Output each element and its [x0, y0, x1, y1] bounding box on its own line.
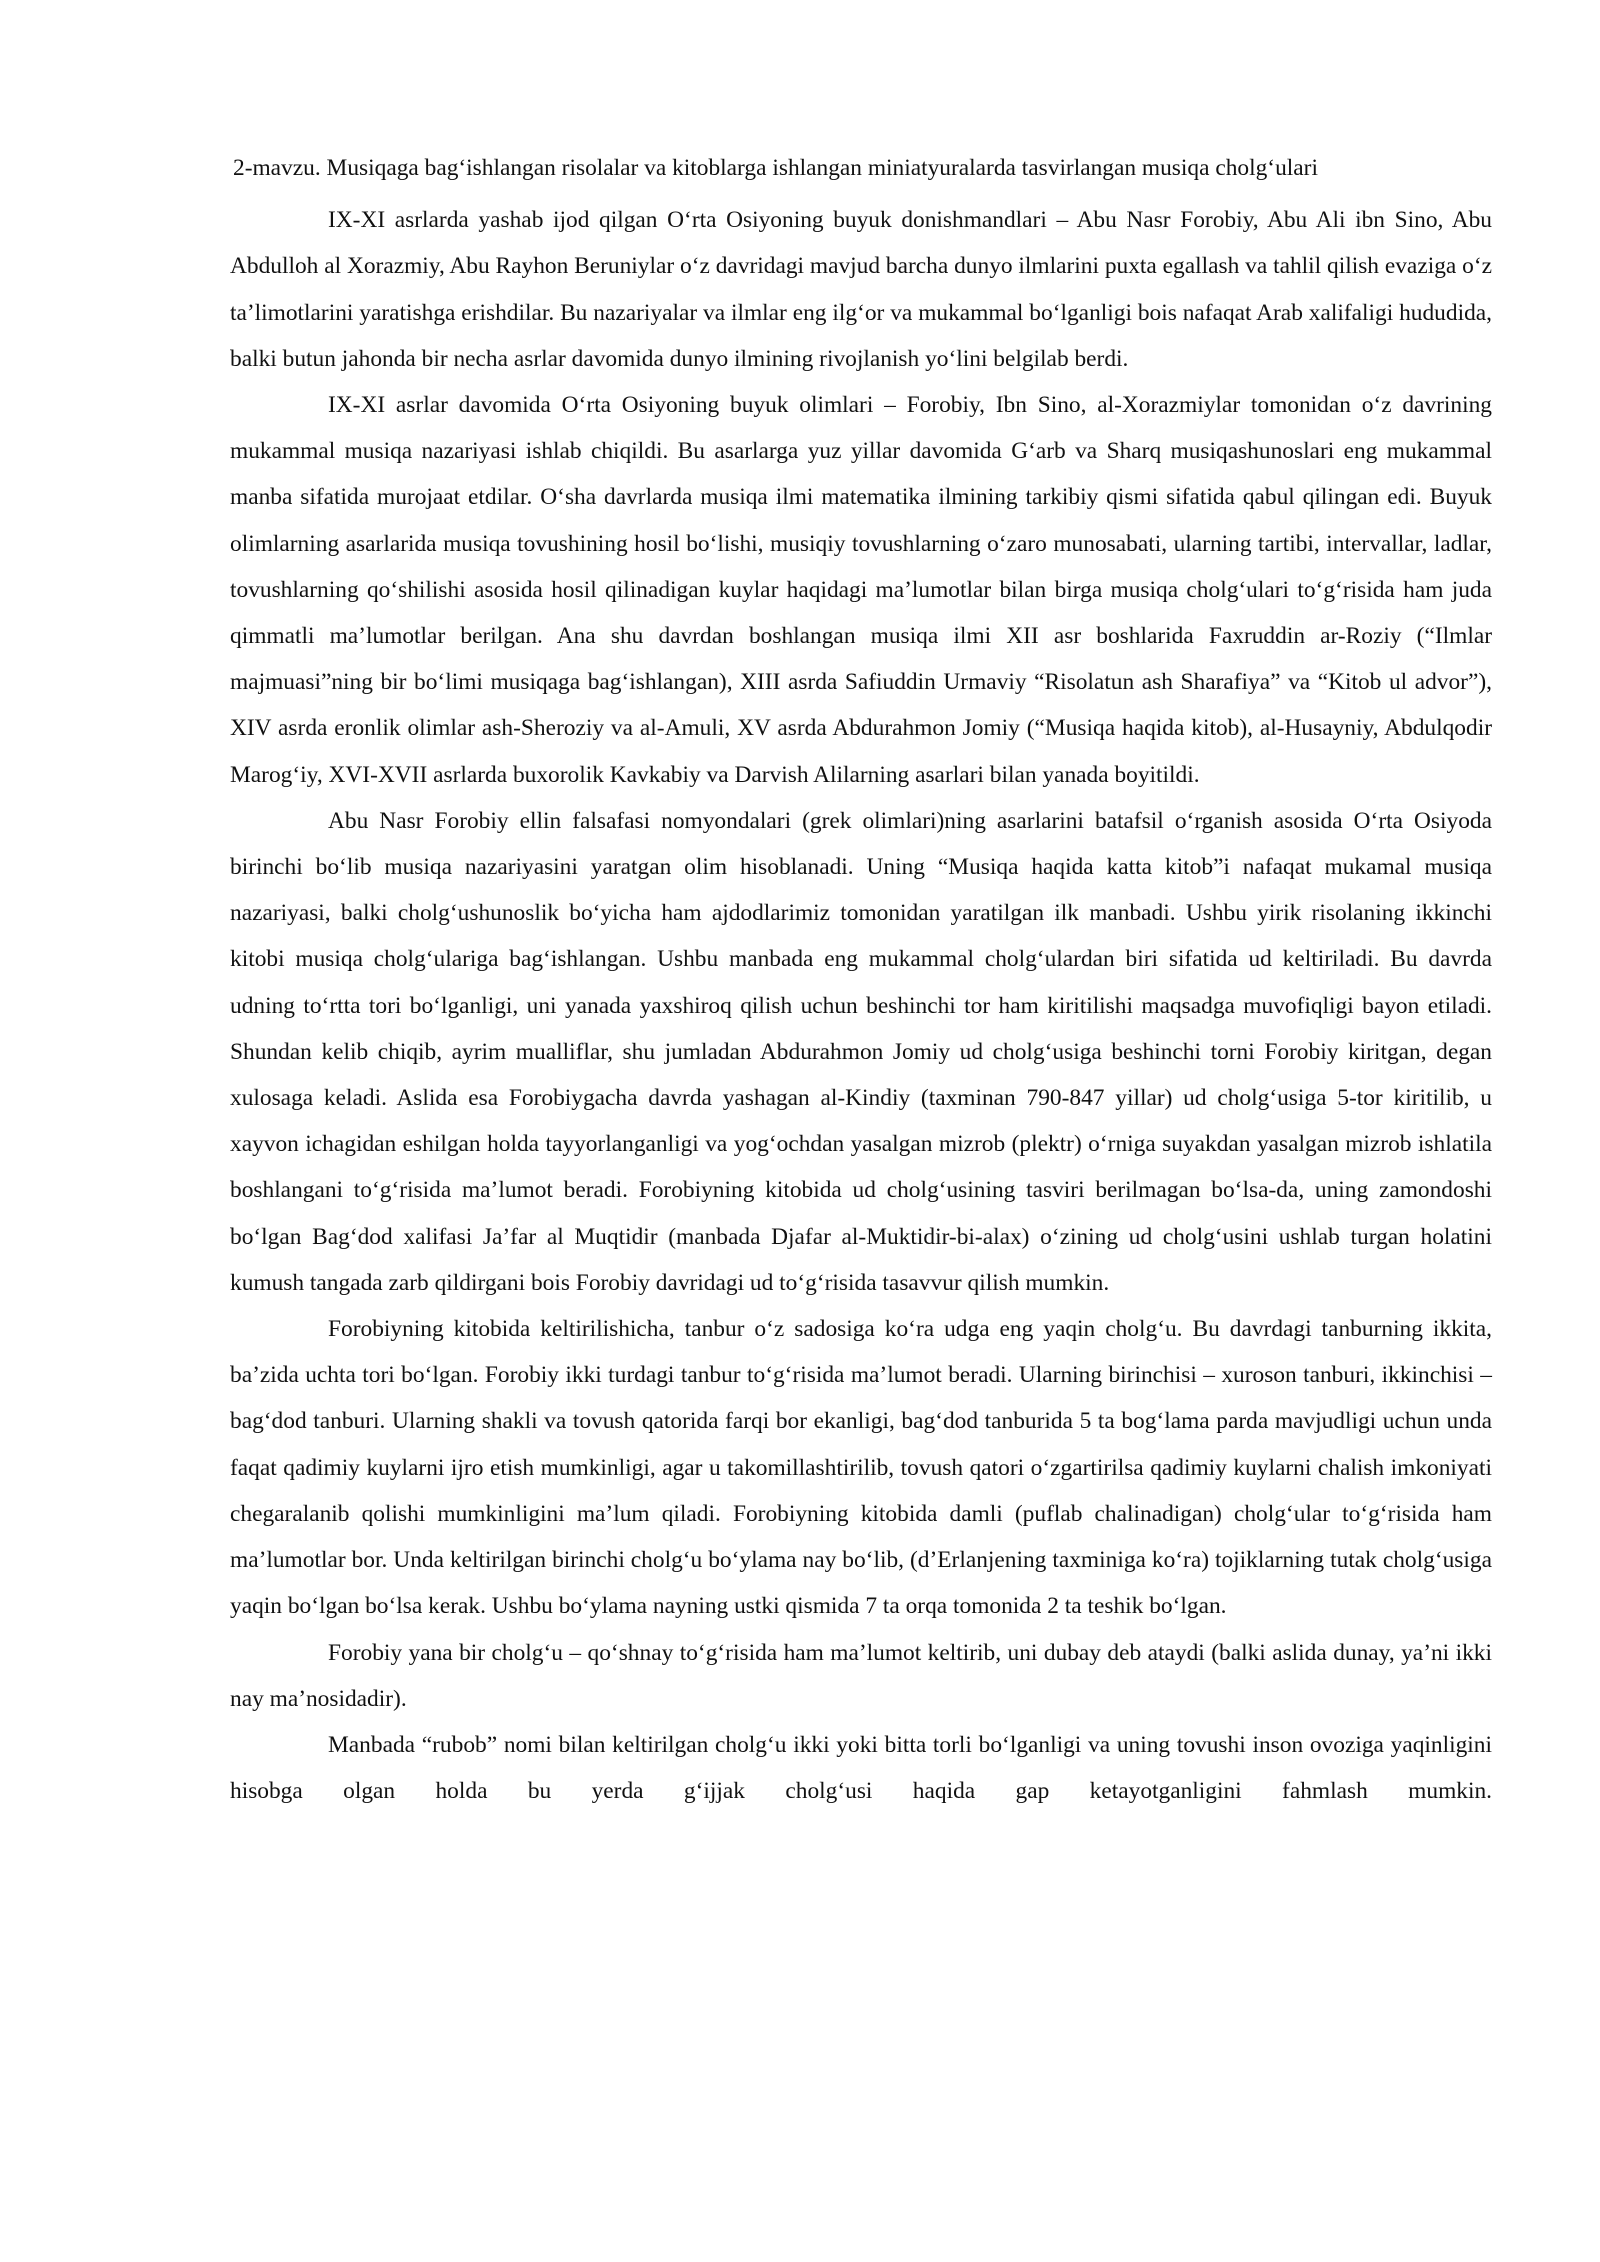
paragraph-5: Forobiy yana bir cholg‘u – qo‘shnay to‘g‘risida ham ma’lumot keltirib, uni dubay deb ataydi (balki aslida dunay, ya’ni ikki nay ma’nosidadir). [230, 1639, 1492, 1712]
paragraph-6: Manbada “rubob” nomi bilan keltirilgan cholg‘u ikki yoki bitta torli bo‘lganligi va uning tovushi inson ovoziga yaqinligini hisobga olgan holda bu yerda g‘ijjak cholg‘usi haqida gap ketayotganligini fahmlash mumkin. [230, 1731, 1492, 1805]
document-heading: 2-mavzu. Musiqaga bag‘ishlangan risolalar va kitoblarga ishlangan miniatyuralarda tasvirlangan musiqa cholg‘ulari [233, 155, 1318, 181]
paragraph-4: Forobiyning kitobida keltirilishicha, tanbur o‘z sadosiga ko‘ra udga eng yaqin cholg‘u. Bu davrdagi tanburning ikkita, ba’zida uchta tori bo‘lgan. Forobiy ikki turdagi tanbur to‘g‘risida ma’lumot beradi. Ularning birinchisi – xuroson tanburi, ikkinchisi – bag‘dod tanburi. Ularning shakli va tovush qatorida farqi bor ekanligi, bag‘dod tanburida 5 ta bog‘lama parda mavjudligi uchun unda faqat qadimiy kuylarni ijro etish mumkinligi, agar u takomillashtirilib, tovush qatori o‘zgartirilsa qadimiy kuylarni chalish imkoniyati chegaralanib qolishi mumkinligini ma’lum qiladi. Forobiyning kitobida damli (puflab chalinadigan) cholg‘ular to‘g‘risida ham ma’lumotlar bor. Unda keltirilgan birinchi cholg‘u bo‘ylama nay bo‘lib, (d’Erlanjening taxminiga ko‘ra) tojiklarning tutak cholg‘usiga yaqin bo‘lgan bo‘lsa kerak. Ushbu bo‘ylama nayning ustki qismida 7 ta orqa tomonida 2 ta teshik bo‘lgan. [230, 1316, 1492, 1620]
paragraph-1: IX-XI asrlarda yashab ijod qilgan O‘rta Osiyoning buyuk donishmandlari – Abu Nasr Forobiy, Abu Ali ibn Sino, Abu Abdulloh al Xorazmiy, Abu Rayhon Beruniylar o‘z davridagi mavjud barcha dunyo ilmlarini puxta egallash va tahlil qilish evaziga o‘z ta’limotlarini yaratishga erishdilar. Bu nazariyalar va ilmlar eng ilg‘or va mukammal bo‘lganligi bois nafaqat Arab xalifaligi hududida, balki butun jahonda bir necha asrlar davomida dunyo ilmining rivojlanish yo‘lini belgilab berdi. [230, 207, 1492, 372]
paragraph-2: IX-XI asrlar davomida O‘rta Osiyoning buyuk olimlari – Forobiy, Ibn Sino, al-Xorazmiylar tomonidan o‘z davrining mukammal musiqa nazariyasi ishlab chiqildi. Bu asarlarga yuz yillar davomida G‘arb va Sharq musiqashunoslari eng mukammal manba sifatida murojaat etdilar. O‘sha davrlarda musiqa ilmi matematika ilmining tarkibiy qismi sifatida qabul qilingan edi. Buyuk olimlarning asarlarida musiqa tovushining hosil bo‘lishi, musiqiy tovushlarning o‘zaro munosabati, ularning tartibi, intervallar, ladlar, tovushlarning qo‘shilishi asosida hosil qilinadigan kuylar haqidagi ma’lumotlar bilan birga musiqa cholg‘ulari to‘g‘risida ham juda qimmatli ma’lumotlar berilgan. Ana shu davrdan boshlangan musiqa ilmi XII asr boshlarida Faxruddin ar-Roziy (“Ilmlar majmuasi”ning bir bo‘limi musiqaga bag‘ishlangan), XIII asrda Safiuddin Urmaviy “Risolatun ash Sharafiya” va “Kitob ul advor”), XIV asrda eronlik olimlar ash-Sheroziy va al-Amuli, XV asrda Abdurahmon Jomiy (“Musiqa haqida kitob), al-Husayniy, Abdulqodir Marog‘iy, XVI-XVII asrlarda buxorolik Kavkabiy va Darvish Alilarning asarlari bilan yanada boyitildi. [230, 392, 1492, 788]
paragraph-3: Abu Nasr Forobiy ellin falsafasi nomyondalari (grek olimlari)ning asarlarini batafsil o‘rganish asosida O‘rta Osiyoda birinchi bo‘lib musiqa nazariyasini yaratgan olim hisoblanadi. Uning “Musiqa haqida katta kitob”i nafaqat mukamal musiqa nazariyasi, balki cholg‘ushunoslik bo‘yicha ham ajdodlarimiz tomonidan yaratilgan ilk manbadi. Ushbu yirik risolaning ikkinchi kitobi musiqa cholg‘ulariga bag‘ishlangan. Ushbu manbada eng mukammal cholg‘ulardan biri sifatida ud keltiriladi. Bu davrda udning to‘rtta tori bo‘lganligi, uni yanada yaxshiroq qilish uchun beshinchi tor ham kiritilishi maqsadga muvofiqligi bayon etiladi. Shundan kelib chiqib, ayrim mualliflar, shu jumladan Abdurahmon Jomiy ud cholg‘usiga beshinchi torni Forobiy kiritgan, degan xulosaga keladi. Aslida esa Forobiygacha davrda yashagan al-Kindiy (taxminan 790-847 yillar) ud cholg‘usiga 5-tor kiritilib, u xayvon ichagidan eshilgan holda tayyorlanganligi va yog‘ochdan yasalgan mizrob (plektr) o‘rniga suyakdan yasalgan mizrob ishlatila boshlangani to‘g‘risida ma’lumot beradi. Forobiyning kitobida ud cholg‘usining tasviri berilmagan bo‘lsa-da, uning zamondoshi bo‘lgan Bag‘dod xalifasi Ja’far al Muqtidir (manbada Djafar al-Muktidir-bi-alax) o‘zining ud cholg‘usini ushlab turgan holatini kumush tangada zarb qildirgani bois Forobiy davridagi ud to‘g‘risida tasavvur qilish mumkin. [230, 807, 1492, 1296]
document-page [230, 145, 1492, 1814]
